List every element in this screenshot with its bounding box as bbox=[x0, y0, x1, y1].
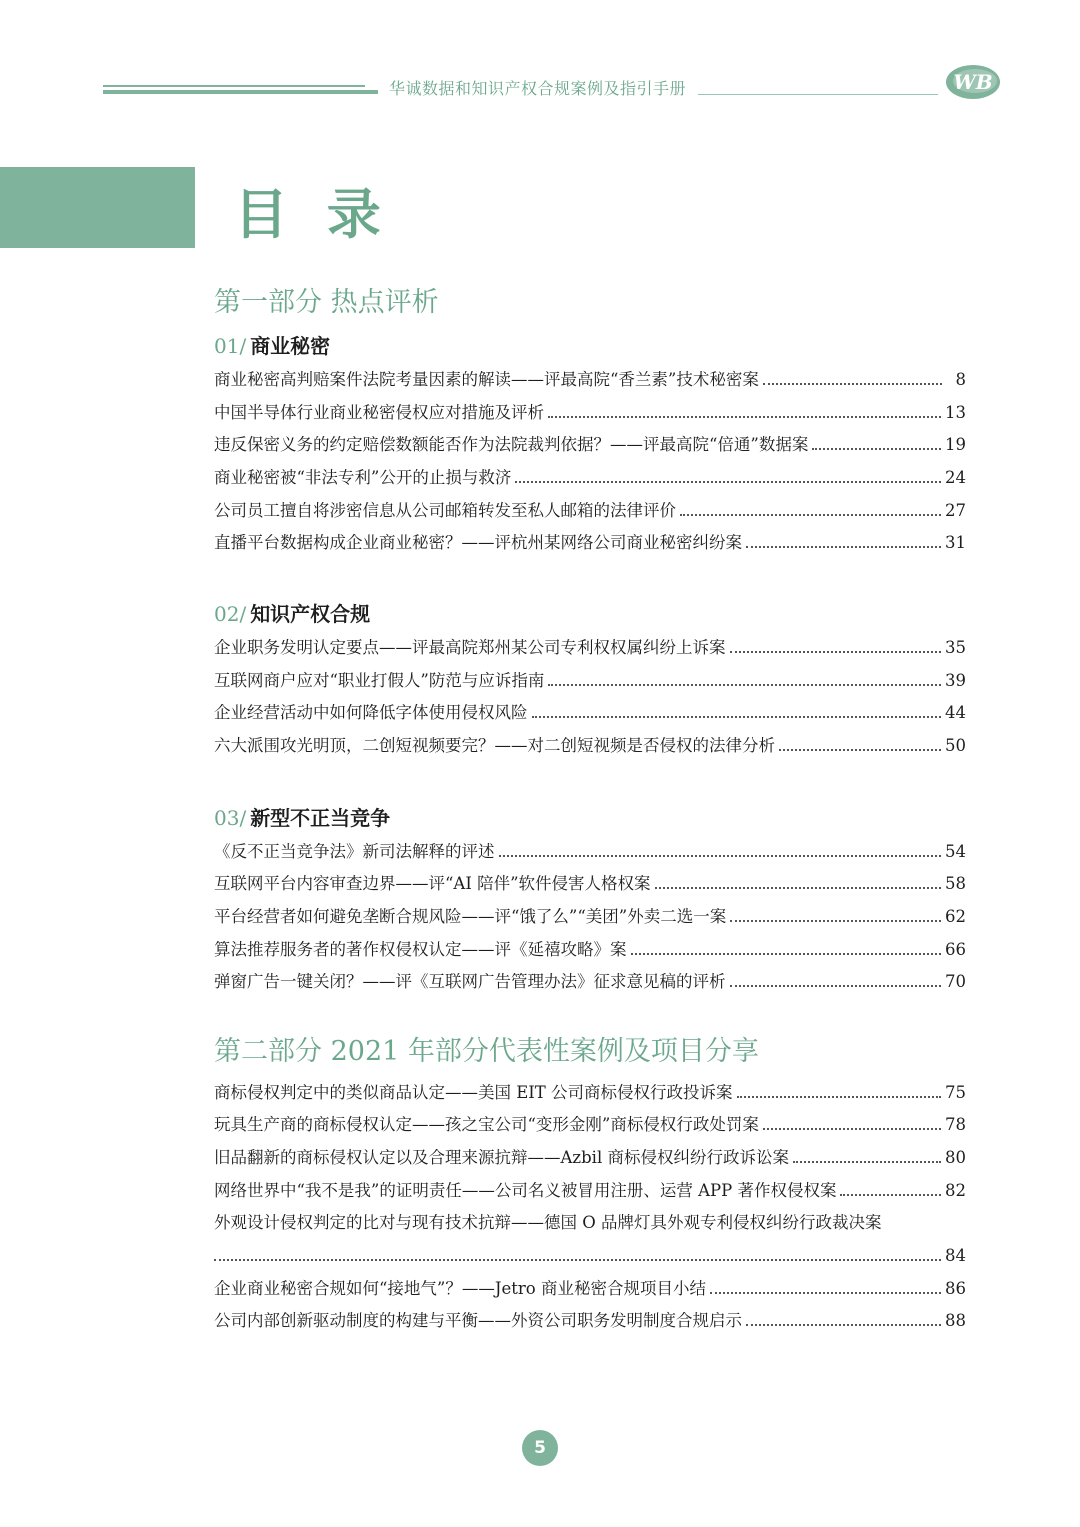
toc-entry[interactable]: 商业秘密被“非法专利”公开的止损与救济 24 bbox=[214, 465, 966, 491]
page-ref: 78 bbox=[945, 1115, 966, 1134]
leader-dots bbox=[730, 651, 942, 653]
page-ref: 31 bbox=[945, 533, 966, 552]
leader-dots bbox=[655, 887, 941, 889]
leader-dots bbox=[779, 749, 941, 751]
leader-dots bbox=[737, 1096, 941, 1098]
leader-dots bbox=[532, 716, 942, 718]
page-number: 5 bbox=[522, 1430, 558, 1466]
leader-dots bbox=[793, 1161, 941, 1163]
page-ref: 70 bbox=[945, 972, 966, 991]
logo-text: WB bbox=[953, 70, 993, 94]
page-title: 目 录 bbox=[234, 182, 391, 246]
section-03-title: 03/ 新型不正当竞争 bbox=[214, 806, 391, 830]
toc-entry[interactable]: 旧品翻新的商标侵权认定以及合理来源抗辩——Azbil 商标侵权纠纷行政诉讼案 80 bbox=[214, 1145, 966, 1171]
toc-entry[interactable]: 商业秘密高判赔案件法院考量因素的解读——评最高院“香兰素”技术秘密案 8 bbox=[214, 367, 966, 393]
toc-entry[interactable]: 中国半导体行业商业秘密侵权应对措施及评析 13 bbox=[214, 400, 966, 426]
toc-entry[interactable]: 违反保密义务的约定赔偿数额能否作为法院裁判依据？——评最高院“倍通”数据案 19 bbox=[214, 432, 966, 458]
leader-dots bbox=[730, 985, 942, 987]
toc-entry[interactable]: 企业职务发明认定要点——评最高院郑州某公司专利权权属纠纷上诉案 35 bbox=[214, 635, 966, 661]
section-number: 03/ bbox=[214, 806, 247, 830]
page-ref: 39 bbox=[945, 671, 966, 690]
toc-entry[interactable]: 公司内部创新驱动制度的构建与平衡——外资公司职务发明制度合规启示 88 bbox=[214, 1308, 966, 1334]
toc-entry[interactable]: 弹窗广告一键关闭？——评《互联网广告管理办法》征求意见稿的评析 70 bbox=[214, 969, 966, 995]
leader-dots bbox=[746, 1324, 941, 1326]
leader-dots bbox=[515, 481, 941, 483]
toc-entry[interactable]: 公司员工擅自将涉密信息从公司邮箱转发至私人邮箱的法律评价 27 bbox=[214, 498, 966, 524]
leader-dots bbox=[840, 1194, 941, 1196]
leader-dots bbox=[763, 383, 942, 385]
page-ref: 58 bbox=[945, 874, 966, 893]
page-ref: 84 bbox=[945, 1246, 966, 1265]
leader-dots bbox=[214, 1259, 941, 1261]
page-ref: 27 bbox=[945, 501, 966, 520]
leader-dots bbox=[763, 1128, 941, 1130]
header-rule-right bbox=[698, 94, 938, 95]
leader-dots bbox=[746, 546, 941, 548]
page-ref: 54 bbox=[945, 842, 966, 861]
leader-dots bbox=[631, 953, 942, 955]
toc-entry[interactable]: 直播平台数据构成企业商业秘密？——评杭州某网络公司商业秘密纠纷案 31 bbox=[214, 530, 966, 556]
page-ref: 82 bbox=[945, 1181, 966, 1200]
toc-entry[interactable]: 算法推荐服务者的著作权侵权认定——评《延禧攻略》案 66 bbox=[214, 937, 966, 963]
section-number: 02/ bbox=[214, 602, 247, 626]
page-ref: 50 bbox=[945, 736, 966, 755]
leader-dots bbox=[710, 1292, 941, 1294]
toc-entry-wrapped-tail[interactable] bbox=[214, 1243, 966, 1269]
page-ref: 44 bbox=[945, 703, 966, 722]
page-ref: 24 bbox=[945, 468, 966, 487]
leader-dots bbox=[548, 416, 941, 418]
wb-logo bbox=[944, 62, 1002, 102]
page-ref: 13 bbox=[945, 403, 966, 422]
page-ref: 8 bbox=[955, 370, 966, 389]
toc-entry-wrapped-text[interactable]: 外观设计侵权判定的比对与现有技术抗辩——德国 O 品牌灯具外观专利侵权纠纷行政裁决案 bbox=[214, 1213, 882, 1232]
toc-entry[interactable]: 网络世界中“我不是我”的证明责任——公司名义被冒用注册、运营 APP 著作权侵权案 82 bbox=[214, 1178, 966, 1204]
leader-dots bbox=[680, 514, 941, 516]
page-ref: 88 bbox=[945, 1311, 966, 1330]
leader-dots bbox=[730, 920, 941, 922]
part1-title: 第一部分 热点评析 bbox=[214, 287, 439, 318]
toc-entry[interactable]: 六大派围攻光明顶，二创短视频要完？——对二创短视频是否侵权的法律分析 50 bbox=[214, 733, 966, 759]
page-ref: 35 bbox=[945, 638, 966, 657]
leader-dots bbox=[548, 684, 941, 686]
page-ref: 75 bbox=[945, 1083, 966, 1102]
leader-dots bbox=[499, 855, 942, 857]
toc-entry[interactable]: 企业商业秘密合规如何“接地气”？——Jetro 商业秘密合规项目小结 86 bbox=[214, 1276, 966, 1302]
toc-entry[interactable]: 玩具生产商的商标侵权认定——孩之宝公司“变形金刚”商标侵权行政处罚案 78 bbox=[214, 1112, 966, 1138]
toc-entry[interactable]: 商标侵权判定中的类似商品认定——美国 EIT 公司商标侵权行政投诉案 75 bbox=[214, 1080, 966, 1106]
toc-entry[interactable]: 《反不正当竞争法》新司法解释的评述 54 bbox=[214, 839, 966, 865]
leader-dots bbox=[812, 448, 941, 450]
toc-entry[interactable]: 互联网商户应对“职业打假人”防范与应诉指南 39 bbox=[214, 668, 966, 694]
page-ref: 19 bbox=[945, 435, 966, 454]
toc-entry[interactable]: 企业经营活动中如何降低字体使用侵权风险 44 bbox=[214, 700, 966, 726]
header-title: 华诚数据和知识产权合规案例及指引手册 bbox=[389, 79, 687, 98]
part2-title: 第二部分 2021 年部分代表性案例及项目分享 bbox=[214, 1036, 759, 1067]
header-rule-bottom bbox=[103, 90, 378, 94]
header-rule-top bbox=[103, 85, 365, 87]
page-ref: 66 bbox=[945, 940, 966, 959]
toc-entry[interactable]: 互联网平台内容审查边界——评“AI 陪伴”软件侵害人格权案 58 bbox=[214, 871, 966, 897]
toc-entry[interactable]: 平台经营者如何避免垄断合规风险——评“饿了么”“美团”外卖二选一案 62 bbox=[214, 904, 966, 930]
page-ref: 62 bbox=[945, 907, 966, 926]
page-ref: 80 bbox=[945, 1148, 966, 1167]
section-02-title: 02/ 知识产权合规 bbox=[214, 602, 371, 626]
page-ref: 86 bbox=[945, 1279, 966, 1298]
title-band bbox=[0, 167, 195, 248]
section-01-title: 01/ 商业秘密 bbox=[214, 334, 331, 358]
section-number: 01/ bbox=[214, 334, 247, 358]
